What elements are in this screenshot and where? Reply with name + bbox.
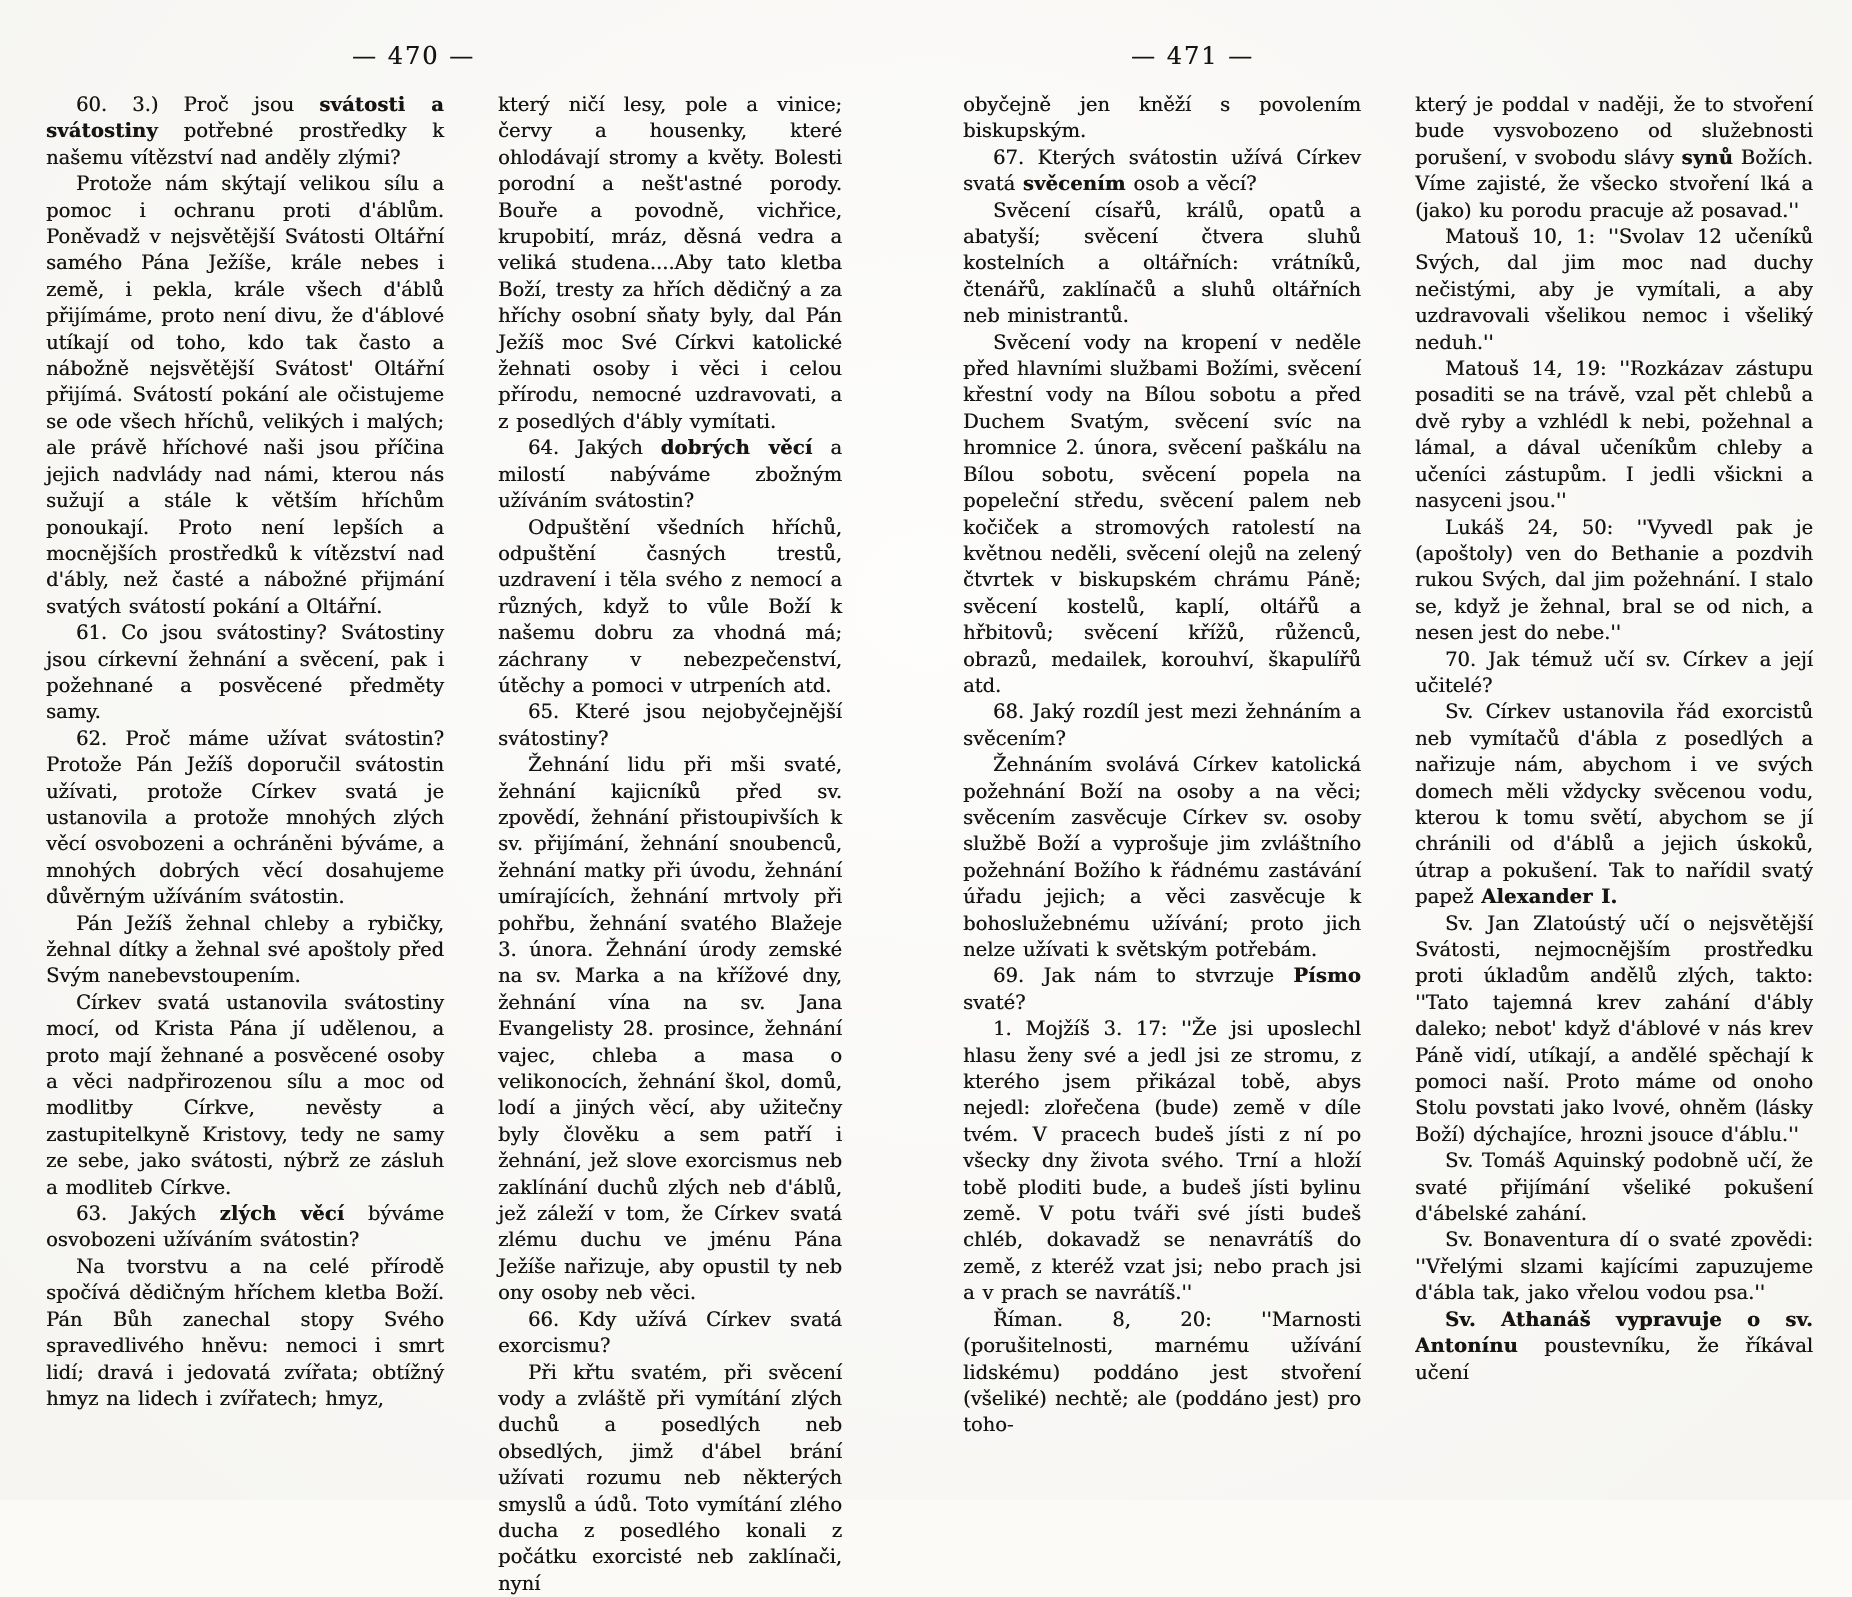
bold-text-segment: Alexander I. xyxy=(1481,885,1617,908)
text-segment: svaté? xyxy=(963,991,1025,1014)
paragraph xyxy=(1415,647,1813,700)
text-segment: poustevníku, že říkával učení xyxy=(1415,1334,1813,1383)
text-segment: 66. Kdy užívá Církev svatá exorcismu? xyxy=(498,1308,842,1357)
text-segment: Božích. Víme zajisté, že všecko stvoření lká a (jako) ku porodu pracuje až posavad.'' xyxy=(1415,146,1813,222)
text-segment: 61. Co jsou svátostiny? Svátostiny jsou církevní žehnání a svěcení, pak i požehnané a posvěcené předměty samy. xyxy=(46,621,444,723)
text-segment: 62. Proč máme užívat svátostin? Protože Pán Ježíš doporučil svátostin užívati, protože Církev svatá je ustanovila a protože mnohých zlých věcí osvobozeni a ochráněni býváme, a mnohých dobrých věcí dosahujeme důvěrným užíváním svátostin. xyxy=(46,727,444,908)
paragraph xyxy=(498,1307,842,1360)
text-segment: býváme osvobozeni užíváním svátostin? xyxy=(46,1202,444,1251)
text-segment: Církev svatá ustanovila svátostiny mocí, od Krista Pána jí udělenou, a proto mají žehnané a posvěcené osoby a věci nadpřirozenou sílu a moc od modlitby Církve, nevěsty a zastupitelkyně Kristovy, tedy ne samy ze sebe, jako svátosti, nýbrž ze zásluh a modliteb Církve. xyxy=(46,991,444,1199)
text-segment: Pán Ježíš žehnal chleby a rybičky, žehnal dítky a žehnal své apoštoly před Svým nanebevstoupením. xyxy=(46,912,444,988)
paragraph xyxy=(46,620,444,726)
page-number-right: — 471 — xyxy=(1131,42,1254,70)
paragraph xyxy=(1415,1148,1813,1227)
text-segment: 63. Jakých xyxy=(76,1202,220,1225)
page-number-left: — 470 — xyxy=(352,42,475,70)
page-471-column-right xyxy=(1415,92,1813,1500)
bold-text-segment: Písmo xyxy=(1293,964,1361,987)
bold-text-segment: Sv. Athanáš vypravuje o sv. Antonínu xyxy=(1415,1308,1813,1357)
page-471-column-left xyxy=(963,92,1361,1439)
paragraph xyxy=(46,1254,444,1412)
paragraph xyxy=(963,752,1361,963)
paragraph xyxy=(498,699,842,752)
bold-text-segment: svěcením xyxy=(1023,172,1126,195)
text-segment: Lukáš 24, 50: ''Vyvedl pak je (apoštoly) ven do Bethanie a pozdvih rukou Svých, dal jim požehnání. I stalo se, když je žehnal, bral se od nich, a nesen jest do nebe.'' xyxy=(1415,516,1813,645)
text-segment: Sv. Jan Zlatoústý učí o nejsvětější Svátosti, nejmocnějším prostředku proti úkladům andělů zlých, takto: ''Tato tajemná krev zahání d'ábly daleko; nebot' když d'áblové v nás krev Páně vidí, utíkají, a andělé spěchají k pomoci naší. Proto máme od onoho Stolu povstati jako lvové, ohněm (lásky Boží) dýchajíce, hrozni jsouce d'áblu.'' xyxy=(1415,912,1813,1146)
paragraph xyxy=(498,435,842,514)
paragraph xyxy=(46,92,444,171)
text-segment: Sv. Tomáš Aquinský podobně učí, že svaté přijímání všeliké pokušení d'ábelské zahání. xyxy=(1415,1149,1813,1225)
paragraph xyxy=(1415,356,1813,514)
bold-text-segment: svátosti a svátostiny xyxy=(46,93,444,142)
paragraph xyxy=(498,92,842,435)
paragraph xyxy=(46,171,444,620)
text-segment: 60. 3.) Proč jsou xyxy=(76,93,319,116)
bold-text-segment: dobrých věcí xyxy=(661,436,813,459)
text-segment: 68. Jaký rozdíl jest mezi žehnáním a svěcením? xyxy=(963,700,1361,749)
text-segment: 64. Jakých xyxy=(528,436,661,459)
paragraph xyxy=(498,752,842,1307)
text-segment: 65. Které jsou nejobyčejnější svátostiny? xyxy=(498,700,842,749)
paragraph xyxy=(46,990,444,1201)
text-segment: Říman. 8, 20: ''Marnosti (porušitelnosti, marnému užívání lidskému) poddáno jest stvoření (všeliké) nechtě; ale (poddáno jest) pro toho- xyxy=(963,1308,1361,1437)
page-470-column-left xyxy=(46,92,444,1412)
paragraph xyxy=(46,1201,444,1254)
paragraph xyxy=(498,1360,842,1597)
text-segment: osob a věcí? xyxy=(1126,172,1257,195)
paragraph xyxy=(1415,224,1813,356)
text-segment: Žehnáním svolává Církev katolická požehnání Boží na osoby a na věci; svěcením zasvěcuje Církev sv. osoby službě Boží a vyprošuje jim zvláštního požehnání Božího k řádnému zastávání úřadu jejich; a věci zasvěcuje k bohoslužebnému užívání; proto jich nelze užívati k světským potřebám. xyxy=(963,753,1361,961)
text-segment: který je poddal v naději, že to stvoření bude vysvobozeno od služebnosti porušení, v svobodu slávy xyxy=(1415,93,1813,169)
text-segment: Na tvorstvu a na celé přírodě spočívá dědičným hříchem kletba Boží. Pán Bůh zanechal stopy Svého spravedlivého hněvu: nemoci i smrt lidí; dravá i jedovatá zvířata; obtížný hmyz na lidech i zvířatech; hmyz, xyxy=(46,1255,444,1410)
paragraph xyxy=(963,699,1361,752)
text-segment: Matouš 10, 1: ''Svolav 12 učeníků Svých, dal jim moc nad duchy nečistými, aby je vymítali, a aby uzdravovali všelikou nemoc i všeliký neduh.'' xyxy=(1415,225,1813,354)
paragraph xyxy=(963,963,1361,1016)
text-segment: a milostí nabýváme zbožným užíváním svátostin? xyxy=(498,436,842,512)
text-segment: Svěcení císařů, králů, opatů a abatyší; svěcení čtvera sluhů kostelních a oltářních: vrátníků, čtenářů, zaklínačů a sluhů oltářních neb ministrantů. xyxy=(963,199,1361,328)
paragraph xyxy=(963,145,1361,198)
text-segment: který ničí lesy, pole a vinice; červy a housenky, které ohlodávají stromy a květy. Bolesti porodní a nešt'astné porody. Bouře a povodně, vichřice, krupobití, mráz, děsná vedra a veliká studena....Aby tato kletba Boží, tresty za hřích dědičný a za hříchy osobní sňaty byly, dal Pán Ježíš moc Své Církvi katolické žehnati osoby i věci i celou přírodu, nemocné uzdravovati, a z posedlých d'ábly vymítati. xyxy=(498,93,842,433)
text-segment: Při křtu svatém, při svěcení vody a zvláště při vymítání zlých duchů a posedlých neb obsedlých, jimž d'ábel brání užívati rozumu neb některých smyslů a údů. Toto vymítání zlého ducha z posedlého konali z počátku exorcisté neb zaklínači, nyní xyxy=(498,1361,842,1595)
bold-text-segment: synů xyxy=(1682,146,1733,169)
text-segment: Matouš 14, 19: ''Rozkázav zástupu posaditi se na trávě, vzal pět chlebů a dvě ryby a vzhlédl k nebi, požehnal a lámal, a dával učeníkům chleby a učeníci zástupům. I jedli všickni a nasyceni jsou.'' xyxy=(1415,357,1813,512)
paragraph xyxy=(963,330,1361,700)
text-segment: Sv. Církev ustanovila řád exorcistů neb vymítačů d'ábla z posedlých a nařizuje nám, abychom i ve svých domech měli vždycky svěcenou vodu, kterou k tomu světí, abychom se jí chránili od d'áblů a jejich úskoků, útrap a pokušení. Tak to nařídil svatý papež xyxy=(1415,700,1813,908)
text-segment: Odpuštění všedních hříchů, odpuštění časných trestů, uzdravení i těla svého z nemocí a různých, když to vůle Boží k našemu dobru za vhodná má; záchrany v nebezpečenství, útěchy a pomoci v utrpeních atd. xyxy=(498,516,842,697)
text-segment: 70. Jak témuž učí sv. Církev a její učitelé? xyxy=(1415,648,1813,697)
text-segment: 1. Mojžíš 3. 17: ''Že jsi uposlechl hlasu ženy své a jedl jsi ze stromu, z kterého jsem přikázal tobě, abys nejedl: zlořečena (bude) země v díle tvém. V pracech budeš jísti z ní po všecky dny života svého. Trní a hloží tobě ploditi bude, a budeš jísti bylinu země. V potu tváři své jísti budeš chléb, dokavadž se nenavrátíš do země, z kteréž vzat jsi; nebo prach jsi a v prach se navrátíš.'' xyxy=(963,1017,1361,1304)
paragraph xyxy=(963,1016,1361,1306)
text-segment: Sv. Bonaventura dí o svaté zpovědi: ''Vřelými slzami kajícími zapuzujeme d'ábla tak, jako vřelou vodou psa.'' xyxy=(1415,1228,1813,1304)
paragraph xyxy=(1415,1227,1813,1306)
paragraph xyxy=(498,515,842,700)
paragraph xyxy=(1415,699,1813,910)
paragraph xyxy=(1415,1307,1813,1386)
paragraph xyxy=(46,911,444,990)
text-segment: Žehnání lidu při mši svaté, žehnání kajicníků před sv. zpovědí, žehnání přistoupivších k sv. přijímání, žehnání snoubenců, žehnání matky při úvodu, žehnání umírajících, žehnání mrtvoly při pohřbu, žehnání svatého Blažeje 3. února. Žehnání úrody zemské na sv. Marka a na křížové dny, žehnání vína na sv. Jana Evangelisty 28. prosince, žehnání vajec, chleba a masa o velikonocích, žehnání škol, domů, lodí a jiných věcí, aby užitečny byly člověku a sem patří i žehnání, jež slove exorcismus neb zaklínání duchů zlých neb d'áblů, jež záleží v tom, že Církev svatá zlému duchu ve jménu Pána Ježíše nařizuje, aby opustil ty neb ony osoby neb věci. xyxy=(498,753,842,1304)
text-segment: potřebné prostředky k našemu vítězství nad anděly zlými? xyxy=(46,119,444,168)
text-segment: 67. Kterých svátostin užívá Církev svatá xyxy=(963,146,1361,195)
paragraph xyxy=(963,92,1361,145)
text-segment: obyčejně jen kněží s povolením biskupským. xyxy=(963,93,1361,142)
paragraph xyxy=(46,726,444,911)
paragraph xyxy=(1415,515,1813,647)
text-segment: Protože nám skýtají velikou sílu a pomoc i ochranu proti d'áblům. Poněvadž v nejsvětější Svátosti Oltářní samého Pána Ježíše, krále nebes i země, i pekla, krále všech d'áblů přijímáme, proto není divu, že d'áblové utíkají od toho, kdo tak často a nábožně nejsvětější Svátost' Oltářní přijímá. Svátostí pokání ale očistujeme se ode všech hříchů, velikých i malých; ale právě hříchové naši jsou příčina jejich nadvlády nad námi, kterou nás sužují a stále k větším hříchům ponoukají. Proto není lepších a mocnějších prostředků k vítězství nad d'ábly, než časté a nábožné přijmání svatých svátostí pokání a Oltářní. xyxy=(46,172,444,618)
text-segment: 69. Jak nám to stvrzuje xyxy=(993,964,1293,987)
bold-text-segment: zlých věcí xyxy=(220,1202,345,1225)
text-segment: Svěcení vody na kropení v neděle před hlavními službami Božími, svěcení křestní vody na Bílou sobotu a před Duchem Svatým, svěcení svíc na hromnice 2. února, svěcení paškálu na Bílou sobotu, svěcení popela na popeleční středu, svěcení palem neb kočiček a stromových ratolestí na květnou neděli, svěcení olejů na zelený čtvrtek v biskupském chrámu Páně; svěcení kostelů, kaplí, oltářů a hřbitovů; svěcení křížů, růženců, obrazů, medailek, korouhví, škapulířů atd. xyxy=(963,331,1361,697)
paragraph xyxy=(963,198,1361,330)
page-470-column-right xyxy=(498,92,842,1597)
paragraph xyxy=(1415,92,1813,224)
paragraph xyxy=(1415,911,1813,1149)
paragraph xyxy=(963,1307,1361,1439)
